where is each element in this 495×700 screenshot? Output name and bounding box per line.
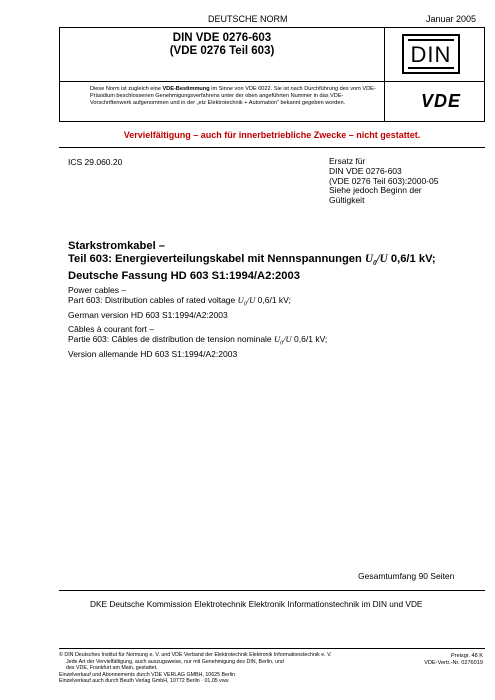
vde-status-note: Diese Norm ist zugleich eine VDE-Bestimmung im Sinne von VDE 0022. Sie ist nach Durchführung des vom VDE-Präsidium beschlossenen Genehmigungsverfahrens unter der oben angeführten Nummer in das VDE-Vorschriftenwerk aufgenommen und in der „etz Elektrotechnik + Automation“ bekannt gegeben worden. bbox=[90, 86, 376, 107]
document-number bbox=[60, 32, 384, 58]
page-count: Gesamtumfang 90 Seiten bbox=[358, 571, 455, 581]
replacement-line: (VDE 0276 Teil 603):2000-05 bbox=[329, 175, 439, 186]
document-number-din: DIN VDE 0276-603 bbox=[172, 32, 272, 44]
german-title: Starkstromkabel – Teil 603: Energieverteilungskabel mit Nennspannungen $U_0/U$ 0,6/1 kV; Deutsche Fassung HD 603 S1:1994/A2:2003 bbox=[68, 240, 436, 283]
separator-rule bbox=[59, 147, 485, 148]
replacement-info bbox=[329, 157, 438, 206]
header-standard-type: DEUTSCHE NORM bbox=[208, 14, 288, 24]
french-title: Câbles à courant fort – Partie 603: Câbles de distribution de tension nominale $U_0/U$ 0,6/1 kV; Version allemande HD 603 S1:1994/A2:2003 bbox=[68, 324, 328, 359]
din-logo-text: DIN bbox=[410, 42, 452, 67]
document-number-vde: (VDE 0276 Teil 603) bbox=[169, 45, 275, 57]
replacement-line: Gültigkeit bbox=[329, 195, 365, 206]
title-box bbox=[59, 27, 485, 122]
replacement-line: Ersatz für bbox=[329, 156, 366, 166]
english-title: Power cables – Part 603: Distribution cables of rated voltage $U_0/U$ 0,6/1 kV; German version HD 603 S1:1994/A2:2003 bbox=[68, 285, 291, 320]
vde-logo: VDE bbox=[420, 91, 461, 111]
footer-rule bbox=[59, 648, 485, 649]
header-date: Januar 2005 bbox=[426, 14, 477, 24]
replacement-line: Siehe jedoch Beginn der bbox=[329, 185, 422, 196]
copyright-footer: © DIN Deutsches Institut für Normung e. V. und VDE Verband der Elektrotechnik Elektronik Informationstechnik e. V. Jede Art der Vervielfältigung, auch auszugsweise, nur mit Genehmigung des DIN, Berlin, und des VDE, Frankfurt am Main, gestattet. Einzelverkauf und Abonnements durch VDE VERLAG GMBH, 10625 Berlin Einzelverkauf auch durch Beuth Verlag GmbH, 10772 Berlin · 01.05 vwu bbox=[59, 652, 332, 685]
replacement-line: DIN VDE 0276-603 bbox=[329, 165, 402, 176]
dke-rule bbox=[59, 590, 485, 591]
distribution-number: VDE-Vertr.-Nr. 0276019 bbox=[424, 660, 483, 666]
ics-code: ICS 29.060.20 bbox=[68, 157, 123, 167]
din-logo bbox=[402, 34, 460, 74]
dke-line: DKE Deutsche Kommission Elektrotechnik Elektronik Informationstechnik im DIN und VDE bbox=[90, 599, 423, 609]
title-box-divider bbox=[384, 28, 385, 121]
price-info bbox=[384, 653, 483, 667]
copy-warning: Vervielfältigung – auch für innerbetriebliche Zwecke – nicht gestattet. bbox=[123, 130, 421, 140]
price-group: Preisgr. 48 K bbox=[450, 653, 483, 659]
title-box-rule bbox=[60, 81, 484, 82]
